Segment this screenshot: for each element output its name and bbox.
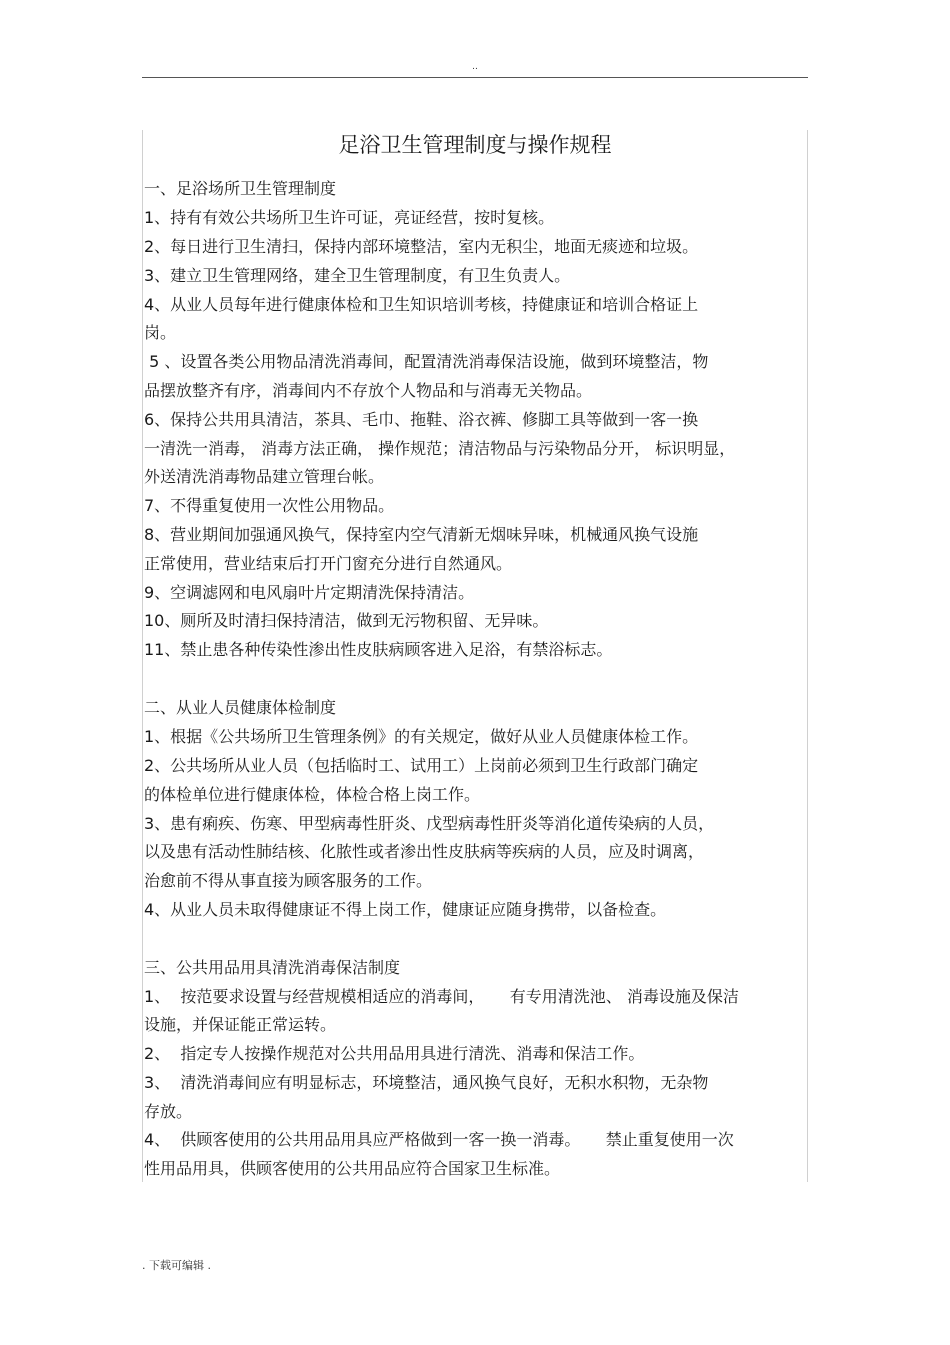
section-heading: 一、足浴场所卫生管理制度 (144, 179, 337, 198)
paragraph-line: 3、 清洗消毒间应有明显标志，环境整洁，通风换气良好，无积水积物，无杂物 (144, 1073, 709, 1092)
paragraph-line: 的体检单位进行健康体检，体检合格上岗工作。 (144, 785, 481, 804)
paragraph-line: 外送清洗消毒物品建立管理台帐。 (144, 467, 385, 486)
section-heading: 二、从业人员健康体检制度 (144, 698, 337, 717)
paragraph-line: 3、患有痢疾、伤寒、甲型病毒性肝炎、戊型病毒性肝炎等消化道传染病的人员， (144, 814, 715, 833)
paragraph-line: 3、建立卫生管理网络，建全卫生管理制度，有卫生负责人。 (144, 266, 571, 285)
paragraph-line: 1、 按范要求设置与经营规模相适应的消毒间， 有专用清洗池、 消毒设施及保洁 (144, 987, 739, 1006)
paragraph-line: 4、 供顾客使用的公共用品用具应严格做到一客一换一消毒。 禁止重复使用一次 (144, 1130, 734, 1149)
paragraph-line: 品摆放整齐有序，消毒间内不存放个人物品和与消毒无关物品。 (144, 381, 593, 400)
footer-note: . 下载可编辑 . (142, 1259, 211, 1272)
paragraph-line: 7、不得重复使用一次性公用物品。 (144, 496, 395, 515)
paragraph-line: 1、持有有效公共场所卫生许可证，亮证经营，按时复核。 (144, 208, 555, 227)
paragraph-line: 设施，并保证能正常运转。 (144, 1015, 337, 1034)
paragraph-line: 2、每日进行卫生清扫，保持内部环境整洁，室内无积尘，地面无痰迹和垃圾。 (144, 237, 699, 256)
paragraph-line: 10、厕所及时清扫保持清洁，做到无污物积留、无异味。 (144, 611, 549, 630)
paragraph-line: 以及患有活动性肺结核、化脓性或者渗出性皮肤病等疾病的人员，应及时调离， (144, 842, 705, 861)
paragraph-line: 4、从业人员未取得健康证不得上岗工作，健康证应随身携带，以备检查。 (144, 900, 667, 919)
header-mark: .. (472, 62, 478, 72)
paragraph-line: 2、 指定专人按操作规范对公共用品用具进行清洗、消毒和保洁工作。 (144, 1044, 645, 1063)
section-heading: 三、公共用品用具清洗消毒保洁制度 (144, 958, 401, 977)
paragraph-line: 6、保持公共用具清洁，茶具、毛巾、拖鞋、浴衣裤、修脚工具等做到一客一换 (144, 410, 699, 429)
paragraph-line: 9、空调滤网和电风扇叶片定期清洗保持清洁。 (144, 583, 475, 602)
paragraph-line: 11、禁止患各种传染性渗出性皮肤病顾客进入足浴，有禁浴标志。 (144, 640, 613, 659)
paragraph-line: 岗。 (144, 323, 177, 342)
paragraph-line: 8、营业期间加强通风换气，保持室内空气清新无烟味异味，机械通风换气设施 (144, 525, 699, 544)
paragraph-line: 一清洗一消毒， 消毒方法正确， 操作规范；清洁物品与污染物品分开， 标识明显， (144, 439, 736, 458)
paragraph-line: 治愈前不得从事直接为顾客服务的工作。 (144, 871, 433, 890)
paragraph-line: 1、根据《公共场所卫生管理条例》的有关规定，做好从业人员健康体检工作。 (144, 727, 699, 746)
header-rule (142, 77, 808, 78)
paragraph-line: 2、公共场所从业人员（包括临时工、试用工）上岗前必须到卫生行政部门确定 (144, 756, 699, 775)
paragraph-line: 性用品用具，供顾客使用的公共用品应符合国家卫生标准。 (144, 1159, 561, 1178)
paragraph-line: 5 、设置各类公用物品清洗消毒间，配置清洗消毒保洁设施，做到环境整洁，物 (144, 352, 709, 371)
paragraph-line: 存放。 (144, 1102, 193, 1121)
paragraph-line: 正常使用，营业结束后打开门窗充分进行自然通风。 (144, 554, 513, 573)
paragraph-line: 4、从业人员每年进行健康体检和卫生知识培训考核，持健康证和培训合格证上 (144, 295, 699, 314)
document-title: 足浴卫生管理制度与操作规程 (338, 133, 612, 157)
